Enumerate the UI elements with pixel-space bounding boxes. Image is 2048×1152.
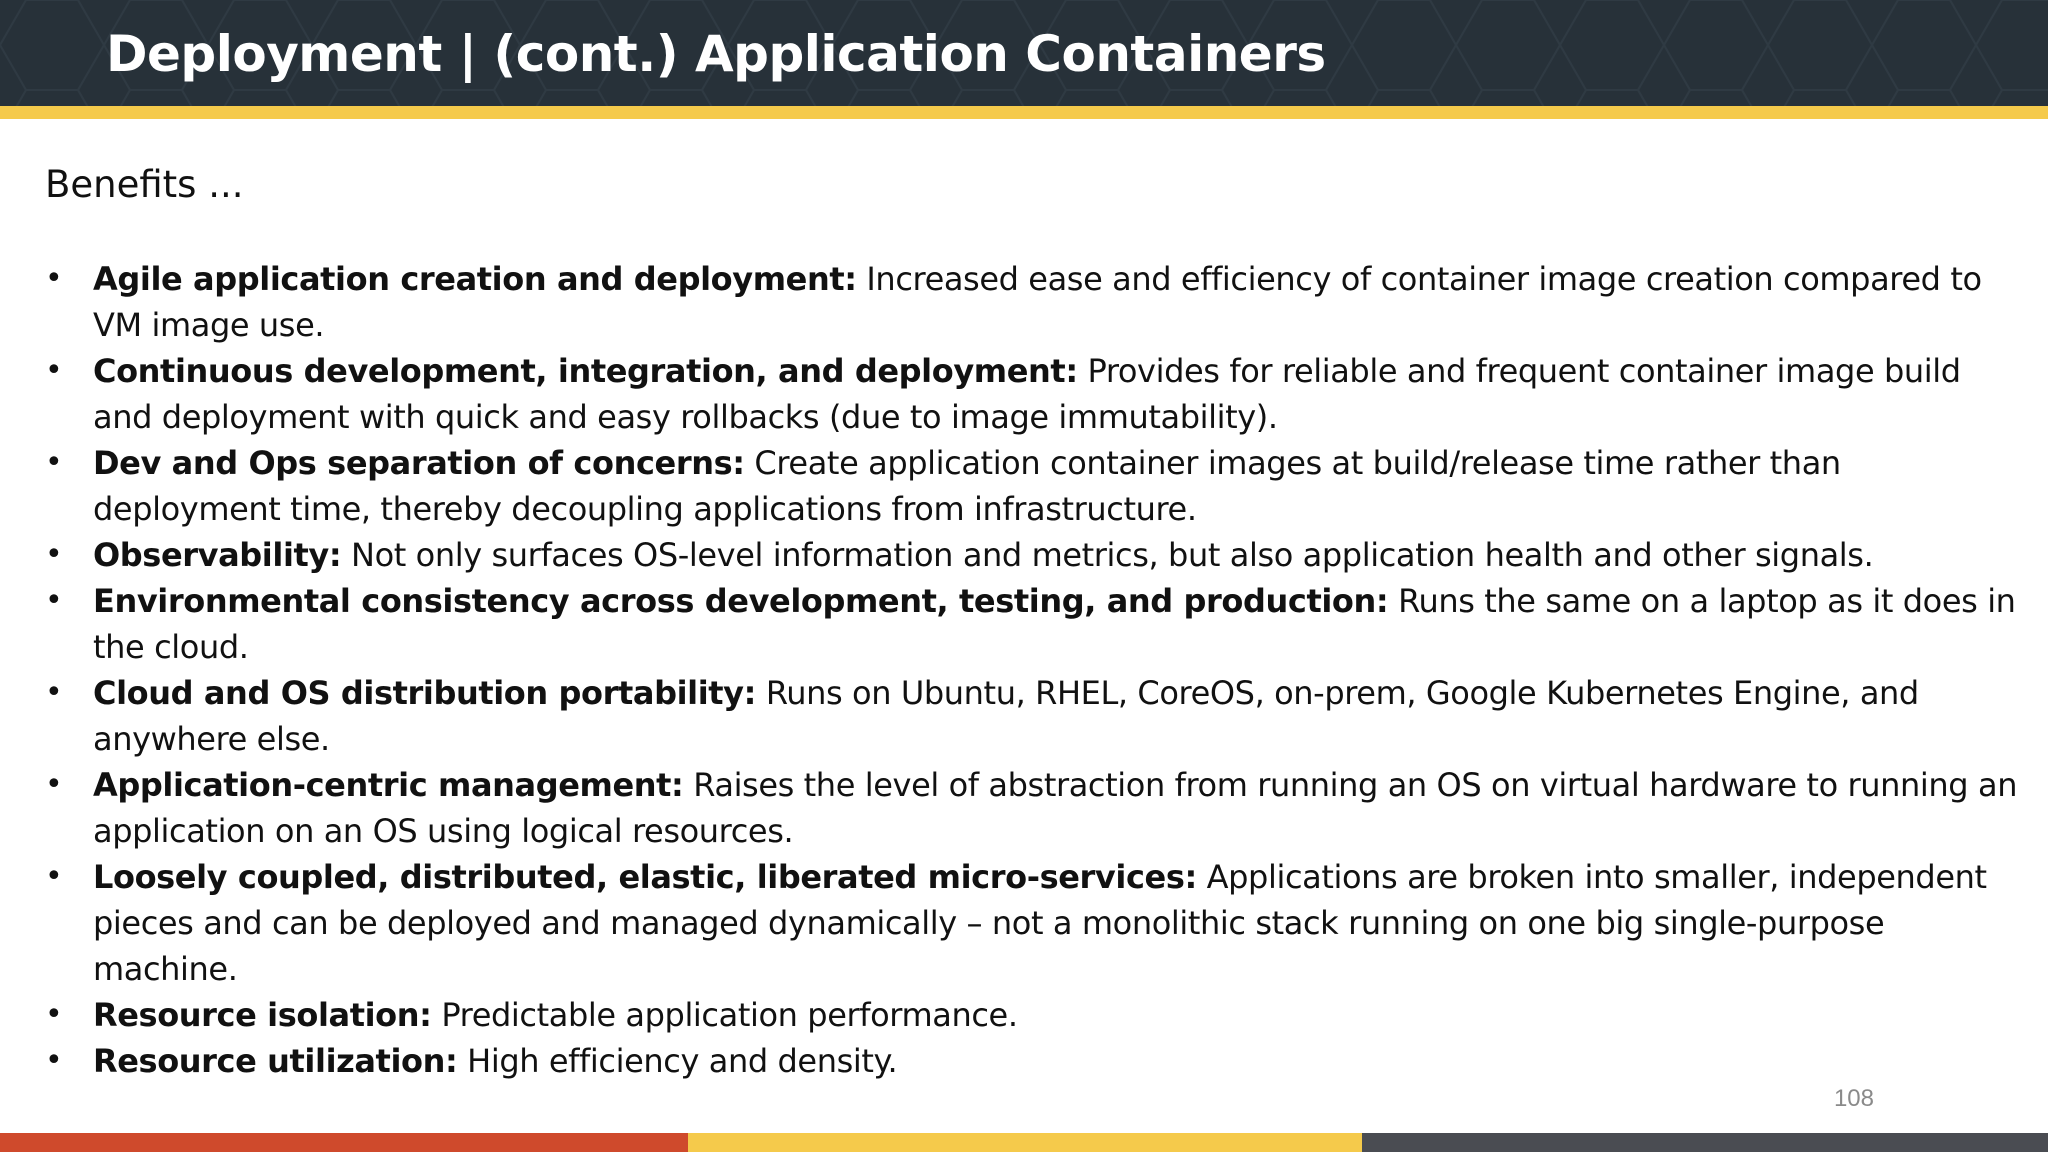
bullet-dot-icon: • — [45, 537, 63, 572]
bullet-description: Increased ease and efficiency of container image creation compared to VM image use. — [93, 260, 1982, 344]
footer-segment — [1362, 1133, 2048, 1152]
bullet-description: Runs on Ubuntu, RHEL, CoreOS, on-prem, Google Kubernetes Engine, and anywhere else. — [93, 674, 1919, 758]
bullet-term: Observability: — [93, 536, 342, 574]
bullet-description: High efficiency and density. — [457, 1042, 898, 1080]
footer-color-bar — [0, 1133, 2048, 1152]
bullet-description: Predictable application performance. — [431, 996, 1018, 1034]
bullet-dot-icon: • — [45, 767, 63, 802]
bullet-item — [45, 578, 2020, 670]
bullet-description: Not only surfaces OS-level information and metrics, but also application health and other signals. — [341, 536, 1874, 574]
bullet-dot-icon: • — [45, 353, 63, 388]
bullet-description: Applications are broken into smaller, independent pieces and can be deployed and managed dynamically – not a monolithic stack running on one big single-purpose machine. — [93, 858, 1987, 988]
header-accent-bar — [0, 106, 2048, 119]
page-number: 108 — [1833, 1085, 1874, 1112]
bullet-term: Loosely coupled, distributed, elastic, liberated micro-services: — [93, 858, 1197, 896]
bullet-description: Raises the level of abstraction from running an OS on virtual hardware to running an application on an OS using logical resources. — [93, 766, 2018, 850]
bullet-dot-icon: • — [45, 261, 63, 296]
bullet-item — [45, 440, 2020, 532]
bullet-term: Resource isolation: — [93, 996, 432, 1034]
bullet-dot-icon: • — [45, 859, 63, 894]
bullet-item — [45, 670, 2020, 762]
bullet-term: Resource utilization: — [93, 1042, 458, 1080]
bullet-item — [45, 1038, 2020, 1084]
bullet-dot-icon: • — [45, 445, 63, 480]
bullet-dot-icon: • — [45, 1043, 63, 1078]
footer-segment — [0, 1133, 688, 1152]
bullet-item — [45, 762, 2020, 854]
bullet-description: Runs the same on a laptop as it does in the cloud. — [93, 582, 2016, 666]
bullet-term: Agile application creation and deployment: — [93, 260, 857, 298]
bullet-term: Environmental consistency across development, testing, and production: — [93, 582, 1389, 620]
bullet-term: Application-centric management: — [93, 766, 684, 804]
bullet-item — [45, 854, 2020, 992]
bullet-description: Provides for reliable and frequent container image build and deployment with quick and easy rollbacks (due to image immutability). — [93, 352, 1961, 436]
benefits-list — [45, 256, 2020, 1084]
bullet-item — [45, 348, 2020, 440]
bullet-dot-icon: • — [45, 997, 63, 1032]
slide-header — [0, 0, 2048, 106]
bullet-term: Cloud and OS distribution portability: — [93, 674, 757, 712]
bullet-description: Create application container images at build/release time rather than deployment time, thereby decoupling applications from infrastructure. — [93, 444, 1841, 528]
intro-text: Benefits ... — [45, 163, 244, 206]
bullet-item — [45, 256, 2020, 348]
slide-content — [45, 162, 2020, 1084]
bullet-term: Continuous development, integration, and deployment: — [93, 352, 1078, 390]
slide-title: Deployment | (cont.) Application Containers — [106, 25, 1326, 83]
bullet-dot-icon: • — [45, 583, 63, 618]
bullet-item — [45, 532, 2020, 578]
bullet-dot-icon: • — [45, 675, 63, 710]
footer-segment — [688, 1133, 1362, 1152]
bullet-item — [45, 992, 2020, 1038]
bullet-term: Dev and Ops separation of concerns: — [93, 444, 745, 482]
